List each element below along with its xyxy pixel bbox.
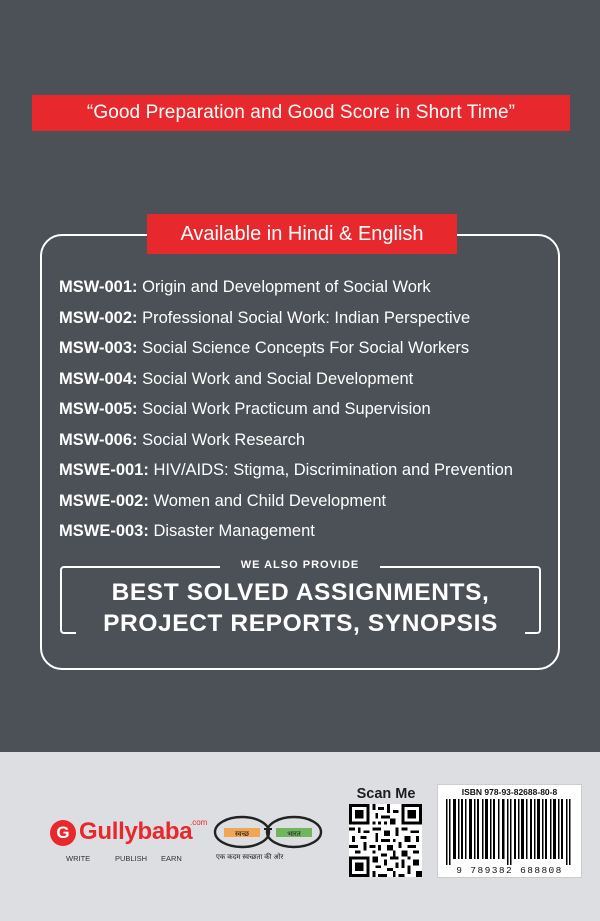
barcode-icon (446, 799, 573, 865)
svg-text:स्वच्छ: स्वच्छ (234, 830, 250, 838)
course-item (59, 429, 559, 460)
course-code: MSW-002: (59, 308, 138, 327)
publisher-tagline-earn: EARN (161, 854, 182, 863)
also-provide-line-1: BEST SOLVED ASSIGNMENTS, (111, 579, 490, 606)
course-title: HIV/AIDS: Stigma, Discrimination and Prevention (148, 461, 513, 479)
publisher-suffix: .com (190, 818, 208, 827)
course-title: Origin and Development of Social Work (137, 278, 431, 296)
course-item (59, 398, 559, 429)
course-title: Social Work and Social Development (137, 369, 414, 388)
qr-code-icon (349, 804, 422, 877)
course-code: MSW-006: (59, 430, 138, 449)
course-code: MSWE-001: (59, 461, 149, 479)
publisher-g-icon: G (50, 820, 76, 846)
isbn-barcode-block (437, 784, 582, 878)
course-code: MSWE-002: (59, 491, 149, 510)
svg-text:भारत: भारत (287, 830, 301, 838)
tagline-banner: “Good Preparation and Good Score in Short Time” (32, 95, 570, 131)
course-list (59, 276, 559, 551)
isbn-label: ISBN 978-93-82688-80-8 (461, 787, 558, 797)
course-title: Professional Social Work: Indian Perspective (137, 308, 471, 327)
course-item (59, 490, 559, 521)
also-provide-heading: WE ALSO PROVIDE (220, 557, 380, 573)
course-title: Disaster Management (148, 522, 315, 540)
course-title: Social Work Practicum and Supervision (137, 400, 431, 418)
publisher-logo (50, 818, 208, 868)
gandhi-spectacles-icon (212, 812, 324, 852)
course-item (59, 520, 559, 551)
publisher-tagline-publish: PUBLISH (115, 854, 148, 863)
course-item (59, 337, 559, 368)
publisher-name: Gullybaba (79, 818, 193, 845)
course-title: Social Work Research (137, 430, 306, 449)
course-item (59, 368, 559, 399)
language-banner: Available in Hindi & English (147, 214, 457, 254)
course-code: MSW-003: (59, 339, 138, 357)
publisher-tagline-write: WRITE (66, 854, 91, 863)
course-item (59, 459, 559, 490)
course-title: Women and Child Development (148, 491, 387, 510)
also-provide-line-2: PROJECT REPORTS, SYNOPSIS (76, 609, 525, 639)
course-code: MSWE-003: (59, 522, 149, 540)
course-code: MSW-004: (59, 369, 138, 388)
course-code: MSW-001: (59, 278, 138, 296)
isbn-digits: 9 789382 688808 (456, 865, 563, 876)
scan-me-label: Scan Me (356, 786, 416, 802)
course-code: MSW-005: (59, 400, 138, 418)
swachh-bharat-slogan: एक कदम स्वच्छता की ओर (216, 854, 284, 861)
course-item (59, 276, 559, 307)
swachh-bharat-logo (212, 812, 324, 862)
course-item (59, 307, 559, 338)
course-title: Social Science Concepts For Social Workers (137, 339, 470, 357)
qr-block (348, 786, 424, 878)
